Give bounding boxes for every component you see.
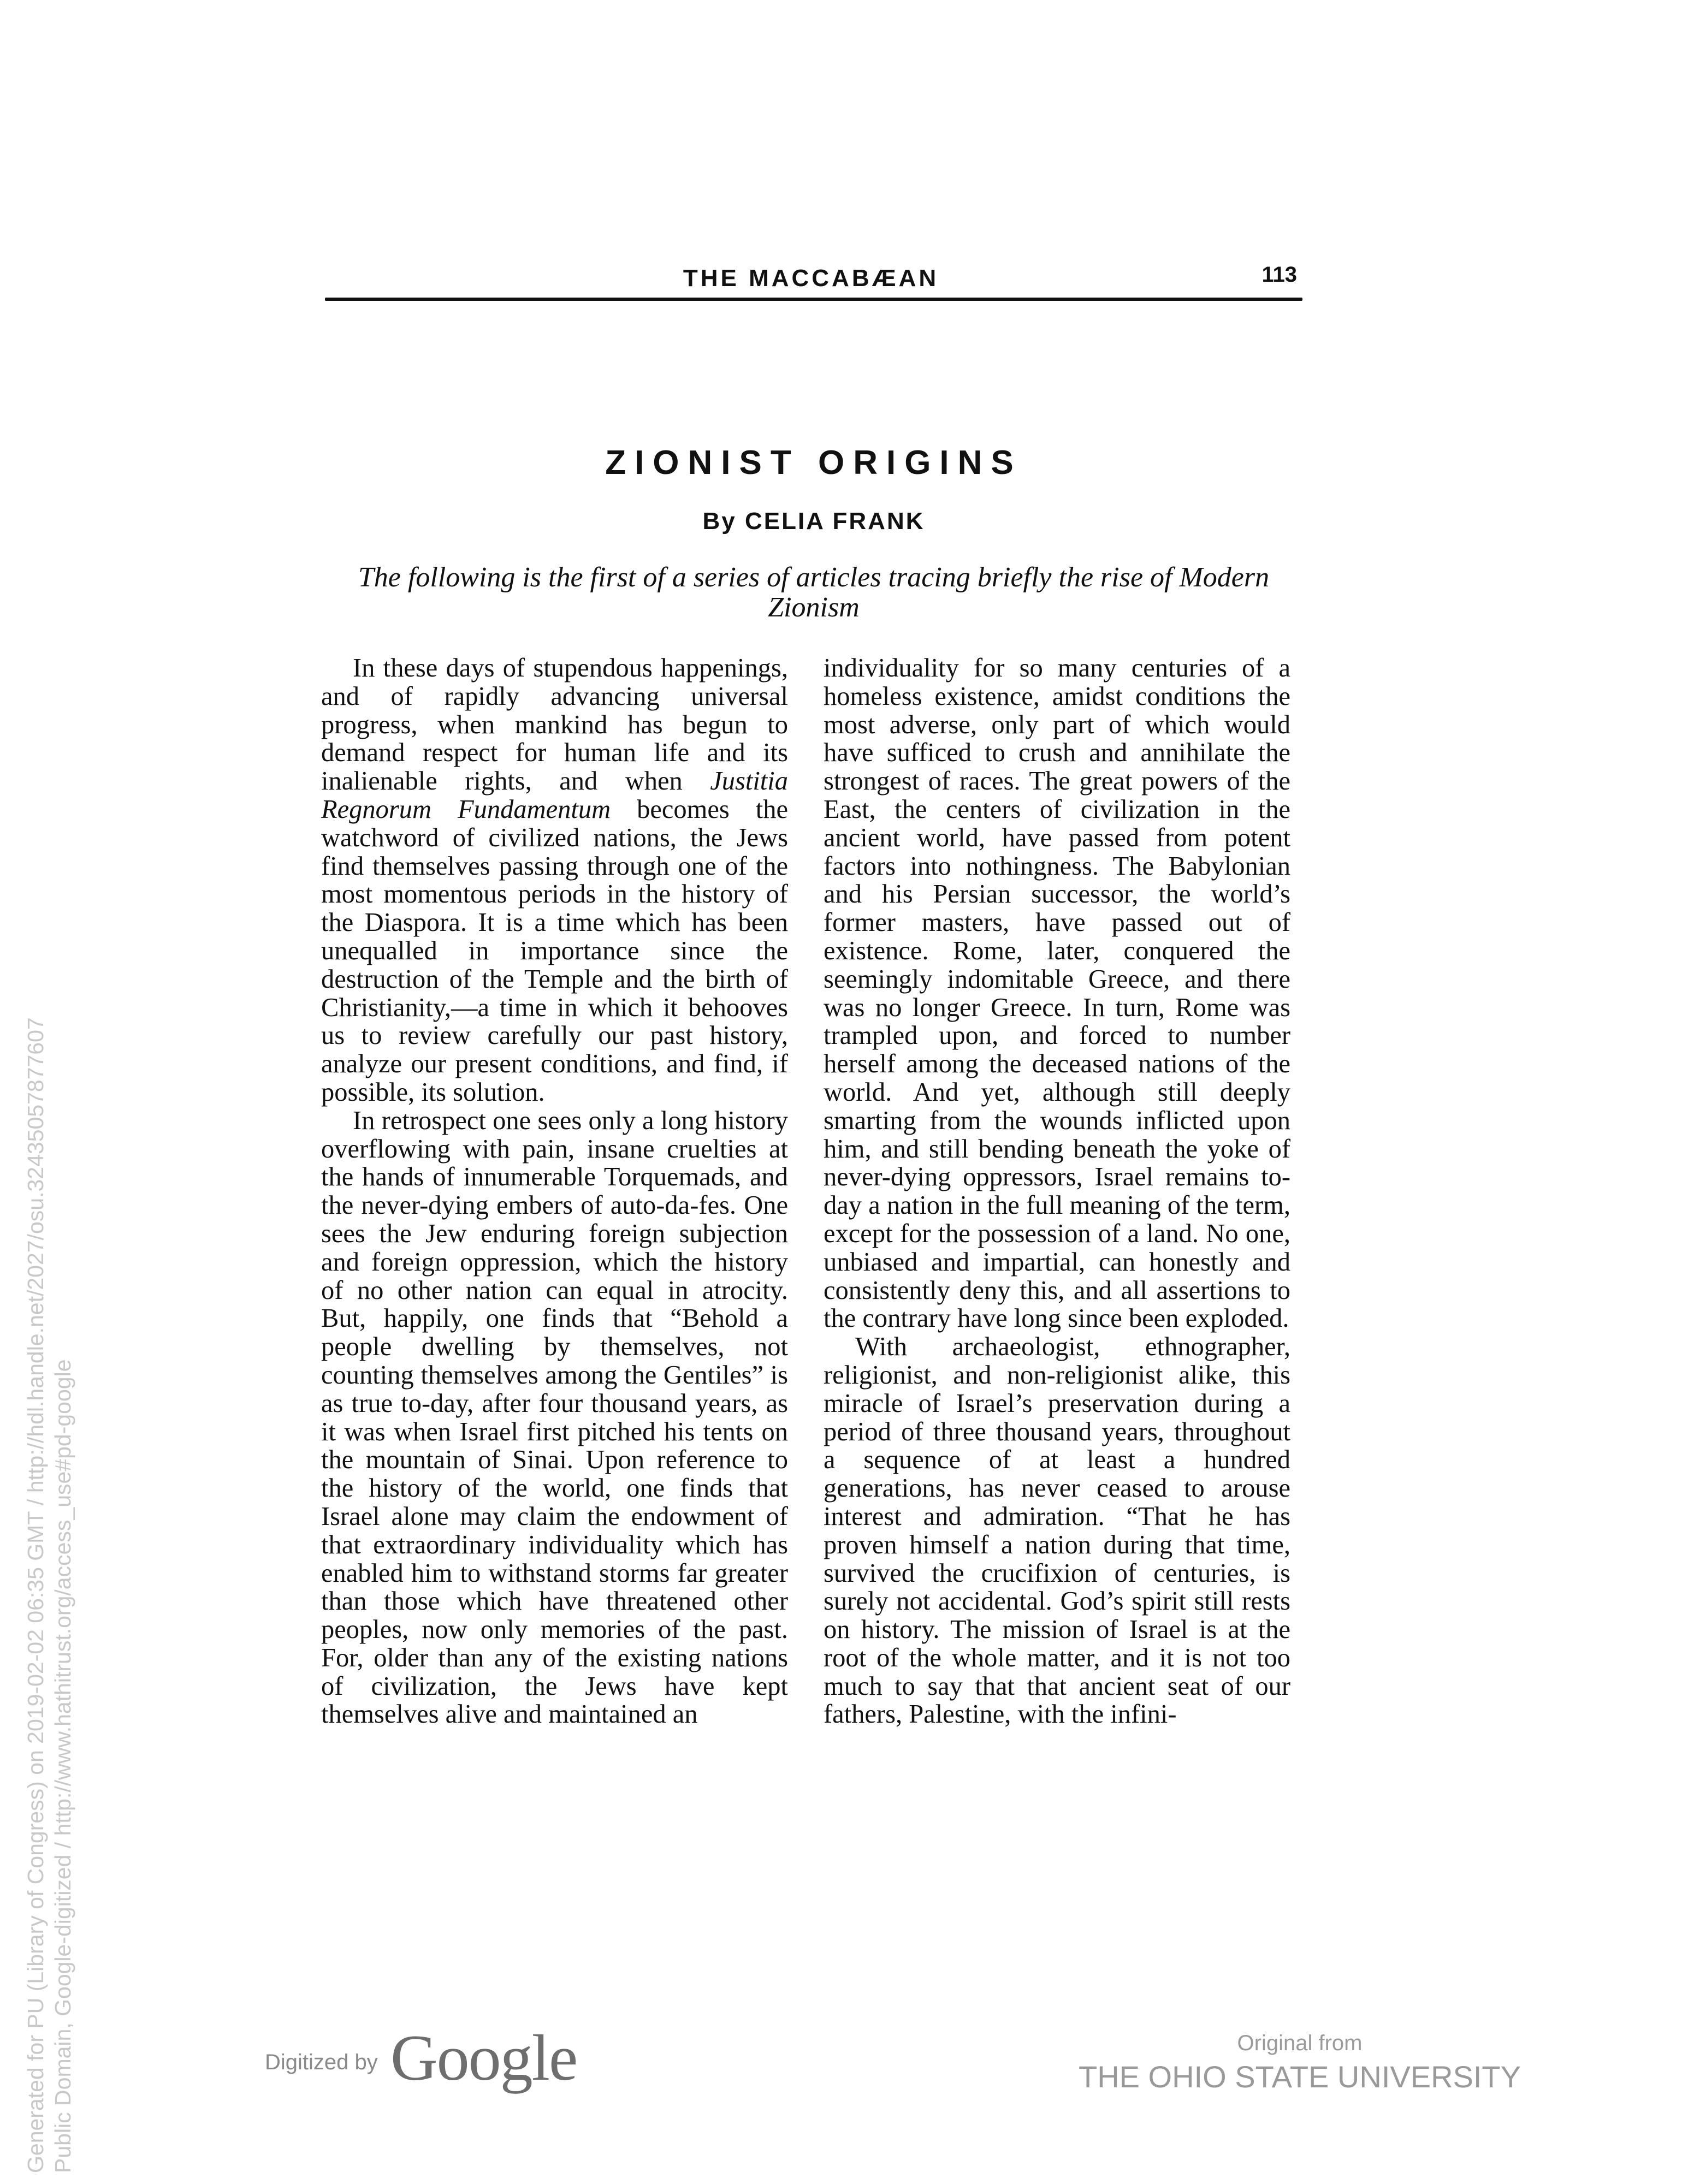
article-title: ZIONIST ORIGINS bbox=[605, 444, 1022, 482]
watermark-line: Generated for PU (Library of Congress) on 2019-02-02 06:35 GMT / http://hdl.handle.net/2027/osu.32435057877607 bbox=[23, 1017, 48, 2173]
original-from-mark bbox=[1054, 2031, 1545, 2094]
paragraph: In retrospect one sees only a long history overflowing with pain, insane cruelties at the hands of innumerable Torquemads, and the never-dying embers of auto-da-fes. One sees the Jew enduring foreign subjection and foreign oppression, which the history of no other nation can equal in atrocity. But, happily, one finds that “Behold a people dwelling by themselves, not counting themselves among the Gentiles” is as true to-day, after four thousand years, as it was when Israel first pitched his tents on the mountain of Sinai. Upon reference to the history of the world, one finds that Israel alone may claim the endowment of that extraordinary individuality which has enabled him to withstand storms far greater than those which have threatened other peoples, now only memories of the past. For, older than any of the existing nations of civilization, the Jews have kept themselves alive and maintained an bbox=[321, 1106, 788, 1729]
byline: By CELIA FRANK bbox=[702, 508, 925, 535]
paragraph bbox=[321, 654, 788, 1107]
left-column bbox=[321, 654, 788, 1729]
header-rule bbox=[325, 298, 1302, 301]
intro-note: The following is the first of a series of articles tracing briefly the rise of Modern Zionism bbox=[358, 562, 1270, 623]
watermark-line: Public Domain, Google-digitized / http://www.hathitrust.org/access_use#pd-google bbox=[50, 1359, 75, 2173]
paragraph-text: becomes the watchword of civilized nations, the Jews find themselves passing through one of the most momentous periods in the history of the Diaspora. It is a time which has been unequalled in importance since the destruction of the Temple and the birth of Christianity,—a time in which it behooves us to review carefully our past history, analyze our present conditions, and find, if possible, its solution. bbox=[321, 794, 789, 1107]
latin-phrase: Justitia Regnorum Fundamentum bbox=[321, 767, 788, 824]
paragraph: individuality for so many centuries of a homeless existence, amidst conditions the most adverse, only part of which would have sufficed to crush and annihilate the strongest of races. The great powers of the East, the centers of civilization in the ancient world, have passed from potent factors into nothingness. The Babylonian and his Persian successor, the world’s former masters, have passed out of existence. Rome, later, conquered the seemingly indomitable Greece, and there was no longer Greece. In turn, Rome was trampled upon, and forced to number herself among the deceased nations of the world. And yet, although still deeply smarting from the wounds inflicted upon him, and still bending beneath the yoke of never-dying oppressors, Israel remains to-day a nation in the full meaning of the term, except for the possession of a land. No one, unbiased and impartial, can honestly and consistently deny this, and all assertions to the contrary have long since been exploded. bbox=[824, 654, 1290, 1333]
running-head bbox=[325, 265, 1297, 292]
paragraph-text: In these days of stupendous happenings, and of rapidly advancing universal progress, when mankind has begun to demand respect for human life and its inalienable rights, and when bbox=[321, 654, 788, 796]
original-from-label: Original from bbox=[1237, 2031, 1363, 2055]
side-watermark bbox=[22, 426, 75, 2173]
right-column bbox=[824, 654, 1290, 1729]
digitized-label: Digitized by bbox=[265, 2050, 378, 2074]
original-source: THE OHIO STATE UNIVERSITY bbox=[1078, 2060, 1521, 2094]
paragraph: With archaeologist, ethnographer, religionist, and non-religionist alike, this miracle of Israel’s preservation during a period of three thousand years, throughout a sequence of at least a hundred generations, has never ceased to arouse interest and admiration. “That he has proven himself a nation during that time, survived the crucifixion of centuries, is surely not accidental. God’s spirit still rests on history. The mission of Israel is at the root of the whole matter, and it is not too much to say that that ancient seat of our fathers, Palestine, with the infini- bbox=[824, 1332, 1290, 1729]
page-number: 113 bbox=[1261, 263, 1297, 287]
running-title: THE MACCABÆAN bbox=[683, 265, 939, 292]
digitized-by-mark bbox=[259, 2020, 598, 2094]
google-logo: Google bbox=[390, 2021, 577, 2094]
